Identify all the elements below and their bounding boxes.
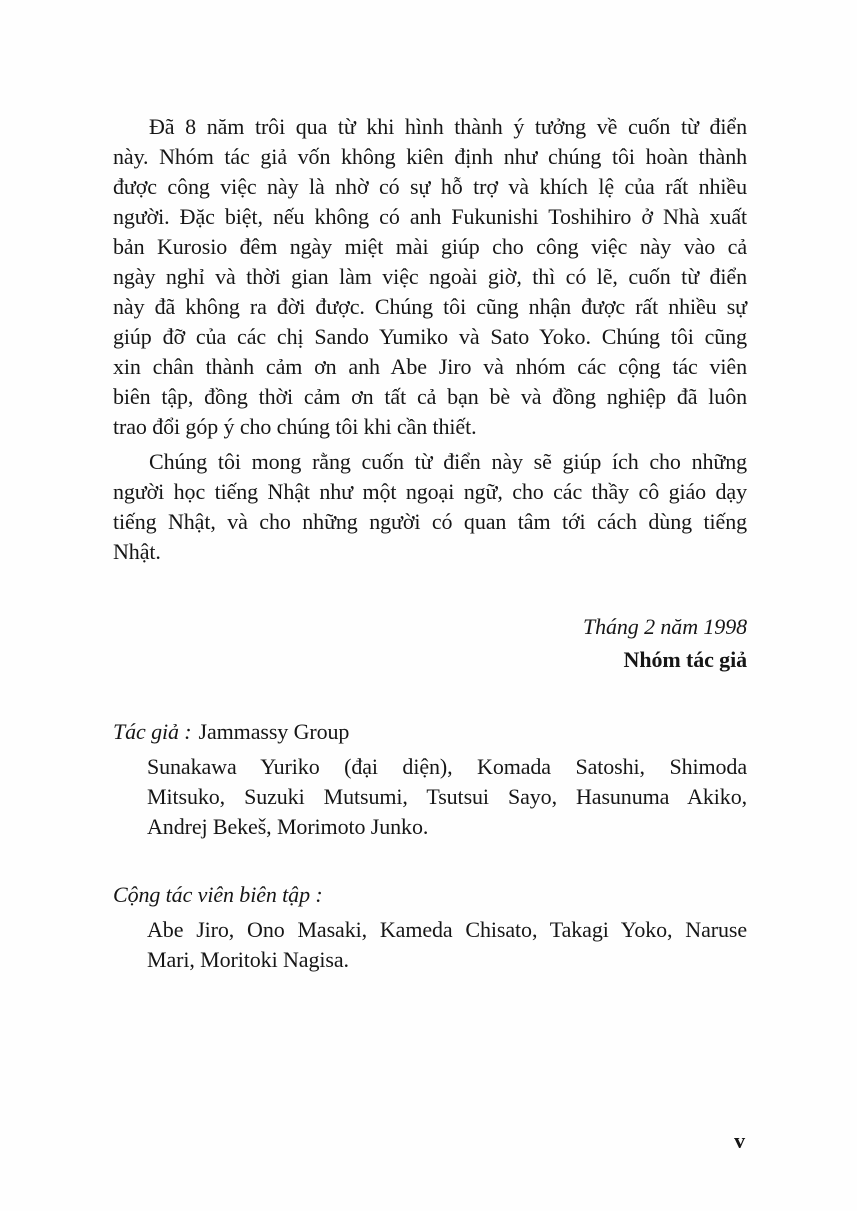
text-line: trao đổi góp ý cho chúng tôi khi cần thiết. [113,414,477,439]
text-line: Sunakawa Yuriko (đại diện), Komada Satoshi, Shimoda [147,754,747,779]
paragraph-acknowledgements [113,112,747,442]
text-line: biên tập, đồng thời cảm ơn tất cả bạn bè và đồng nghiệp đã luôn [113,384,747,409]
authors-names-list [147,752,747,842]
text-line: giúp đỡ của các chị Sando Yumiko và Sato Yoko. Chúng tôi cũng [113,324,747,349]
authors-label: Tác giả : [113,719,192,744]
text-line: Chúng tôi mong rằng cuốn từ điển này sẽ giúp ích cho những [149,449,747,474]
collaborators-names-list [147,915,747,975]
text-line: tiếng Nhật, và cho những người có quan tâm tới cách dùng tiếng [113,509,747,534]
text-line: Mitsuko, Suzuki Mutsumi, Tsutsui Sayo, Hasunuma Akiko, [147,784,747,809]
text-line: Abe Jiro, Ono Masaki, Kameda Chisato, Takagi Yoko, Naruse [147,917,747,942]
text-line: Andrej Bekeš, Morimoto Junko. [147,814,429,839]
text-block [113,112,747,975]
paragraph-hope [113,447,747,567]
authors-group-name: Jammassy Group [198,719,350,744]
text-line: người. Đặc biệt, nếu không có anh Fukunishi Toshihiro ở Nhà xuất [113,204,747,229]
text-line: được công việc này là nhờ có sự hỗ trợ và khích lệ của rất nhiều [113,174,747,199]
text-line: này. Nhóm tác giả vốn không kiên định như chúng tôi hoàn thành [113,144,747,169]
text-line: Nhật. [113,539,161,564]
page-number: v [734,1128,745,1153]
authors-heading [113,717,747,747]
text-line: Đã 8 năm trôi qua từ khi hình thành ý tưởng về cuốn từ điển [149,114,747,139]
text-line: bản Kurosio đêm ngày miệt mài giúp cho công việc này vào cả [113,234,747,259]
text-line: Mari, Moritoki Nagisa. [147,947,349,972]
text-line: người học tiếng Nhật như một ngoại ngữ, cho các thầy cô giáo dạy [113,479,747,504]
collaborators-label: Cộng tác viên biên tập : [113,882,323,907]
text-line: xin chân thành cảm ơn anh Abe Jiro và nhóm các cộng tác viên [113,354,747,379]
signature-author-group: Nhóm tác giả [623,647,747,672]
date-line: Tháng 2 năm 1998 [582,614,747,639]
text-line: này đã không ra đời được. Chúng tôi cũng nhận được rất nhiều sự [113,294,747,319]
text-line: ngày nghỉ và thời gian làm việc ngoài giờ, thì có lẽ, cuốn từ điển [113,264,747,289]
